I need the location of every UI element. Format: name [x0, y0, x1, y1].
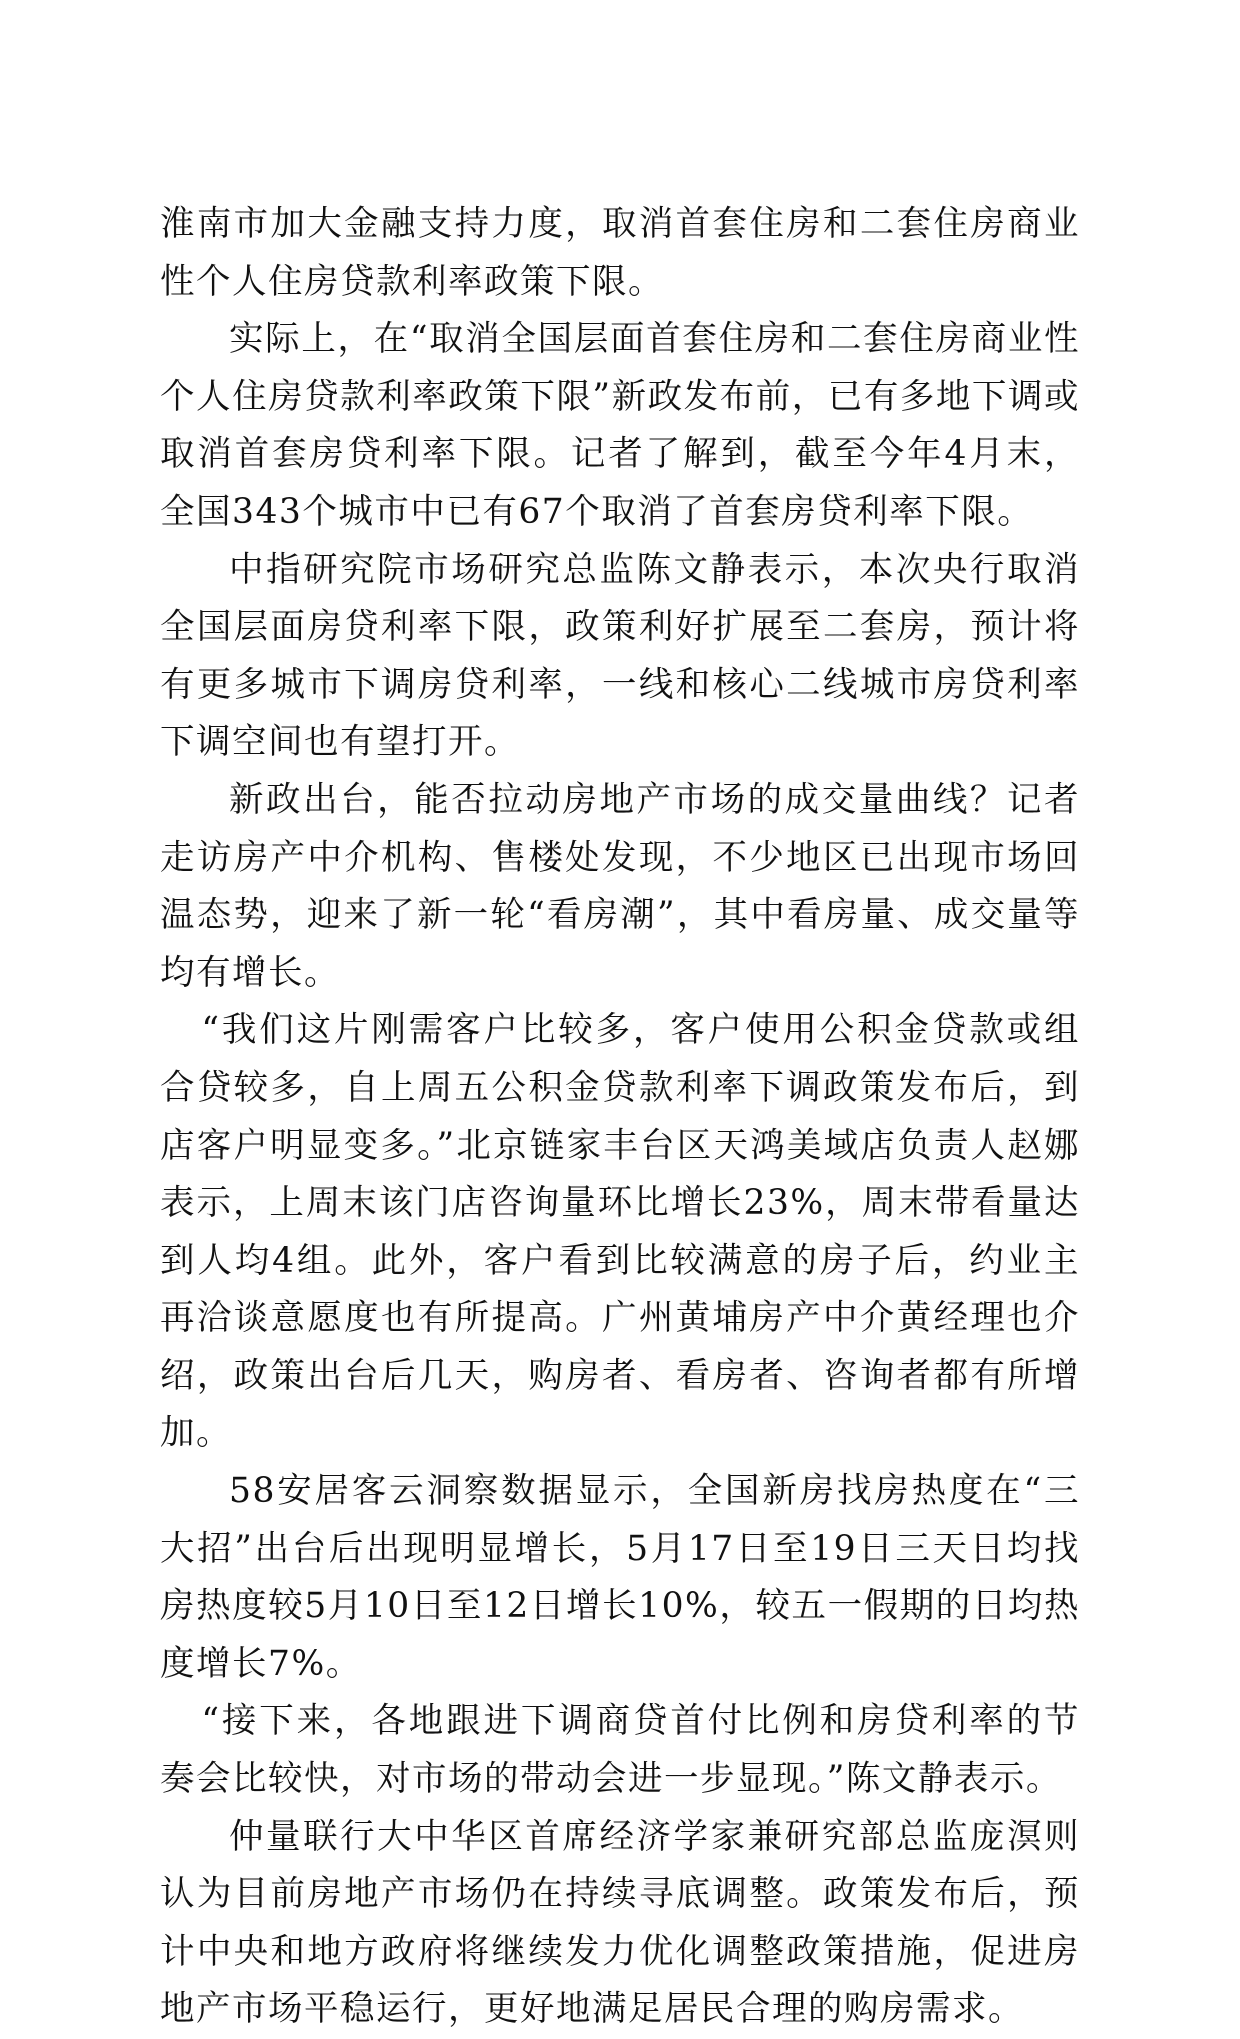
paragraph-8: 仲量联行大中华区首席经济学家兼研究部总监庞溟则认为目前房地产市场仍在持续寻底调整。政策发布后，预计中央和地方政府将继续发力优化调整政策措施，促进房地产市场平稳运行，更好地满足居民合理的购房需求。: [160, 1816, 1080, 2030]
paragraph-3: 中指研究院市场研究总监陈文静表示，本次央行取消全国层面房贷利率下限，政策利好扩展至二套房，预计将有更多城市下调房贷利率，一线和核心二线城市房贷利率下调空间也有望打开。: [160, 549, 1080, 763]
article-body: [160, 196, 1080, 2039]
paragraph-5: “我们这片刚需客户比较多，客户使用公积金贷款或组合贷较多，自上周五公积金贷款利率下调政策发布后，到店客户明显变多。”北京链家丰台区天鸿美域店负责人赵娜表示，上周末该门店咨询量环比增长23%，周末带看量达到人均4组。此外，客户看到比较满意的房子后，约业主再洽谈意愿度也有所提高。广州黄埔房产中介黄经理也介绍，政策出台后几天，购房者、看房者、咨询者都有所增加。: [160, 1010, 1080, 1454]
paragraph-1: 淮南市加大金融支持力度，取消首套住房和二套住房商业性个人住房贷款利率政策下限。: [160, 204, 1080, 302]
paragraph-4: 新政出台，能否拉动房地产市场的成交量曲线？记者走访房产中介机构、售楼处发现，不少地区已出现市场回温态势，迎来了新一轮“看房潮”，其中看房量、成交量等均有增长。: [160, 779, 1080, 993]
paragraph-7: “接下来，各地跟进下调商贷首付比例和房贷利率的节奏会比较快，对市场的带动会进一步显现。”陈文静表示。: [160, 1701, 1080, 1800]
paragraph-6: 58安居客云洞察数据显示，全国新房找房热度在“三大招”出台后出现明显增长，5月17日至19日三天日均找房热度较5月10日至12日增长10%，较五一假期的日均热度增长7%。: [160, 1471, 1080, 1684]
paragraph-2: 实际上，在“取消全国层面首套住房和二套住房商业性个人住房贷款利率政策下限”新政发布前，已有多地下调或取消首套房贷利率下限。记者了解到，截至今年4月末，全国343个城市中已有67个取消了首套房贷利率下限。: [160, 319, 1080, 532]
